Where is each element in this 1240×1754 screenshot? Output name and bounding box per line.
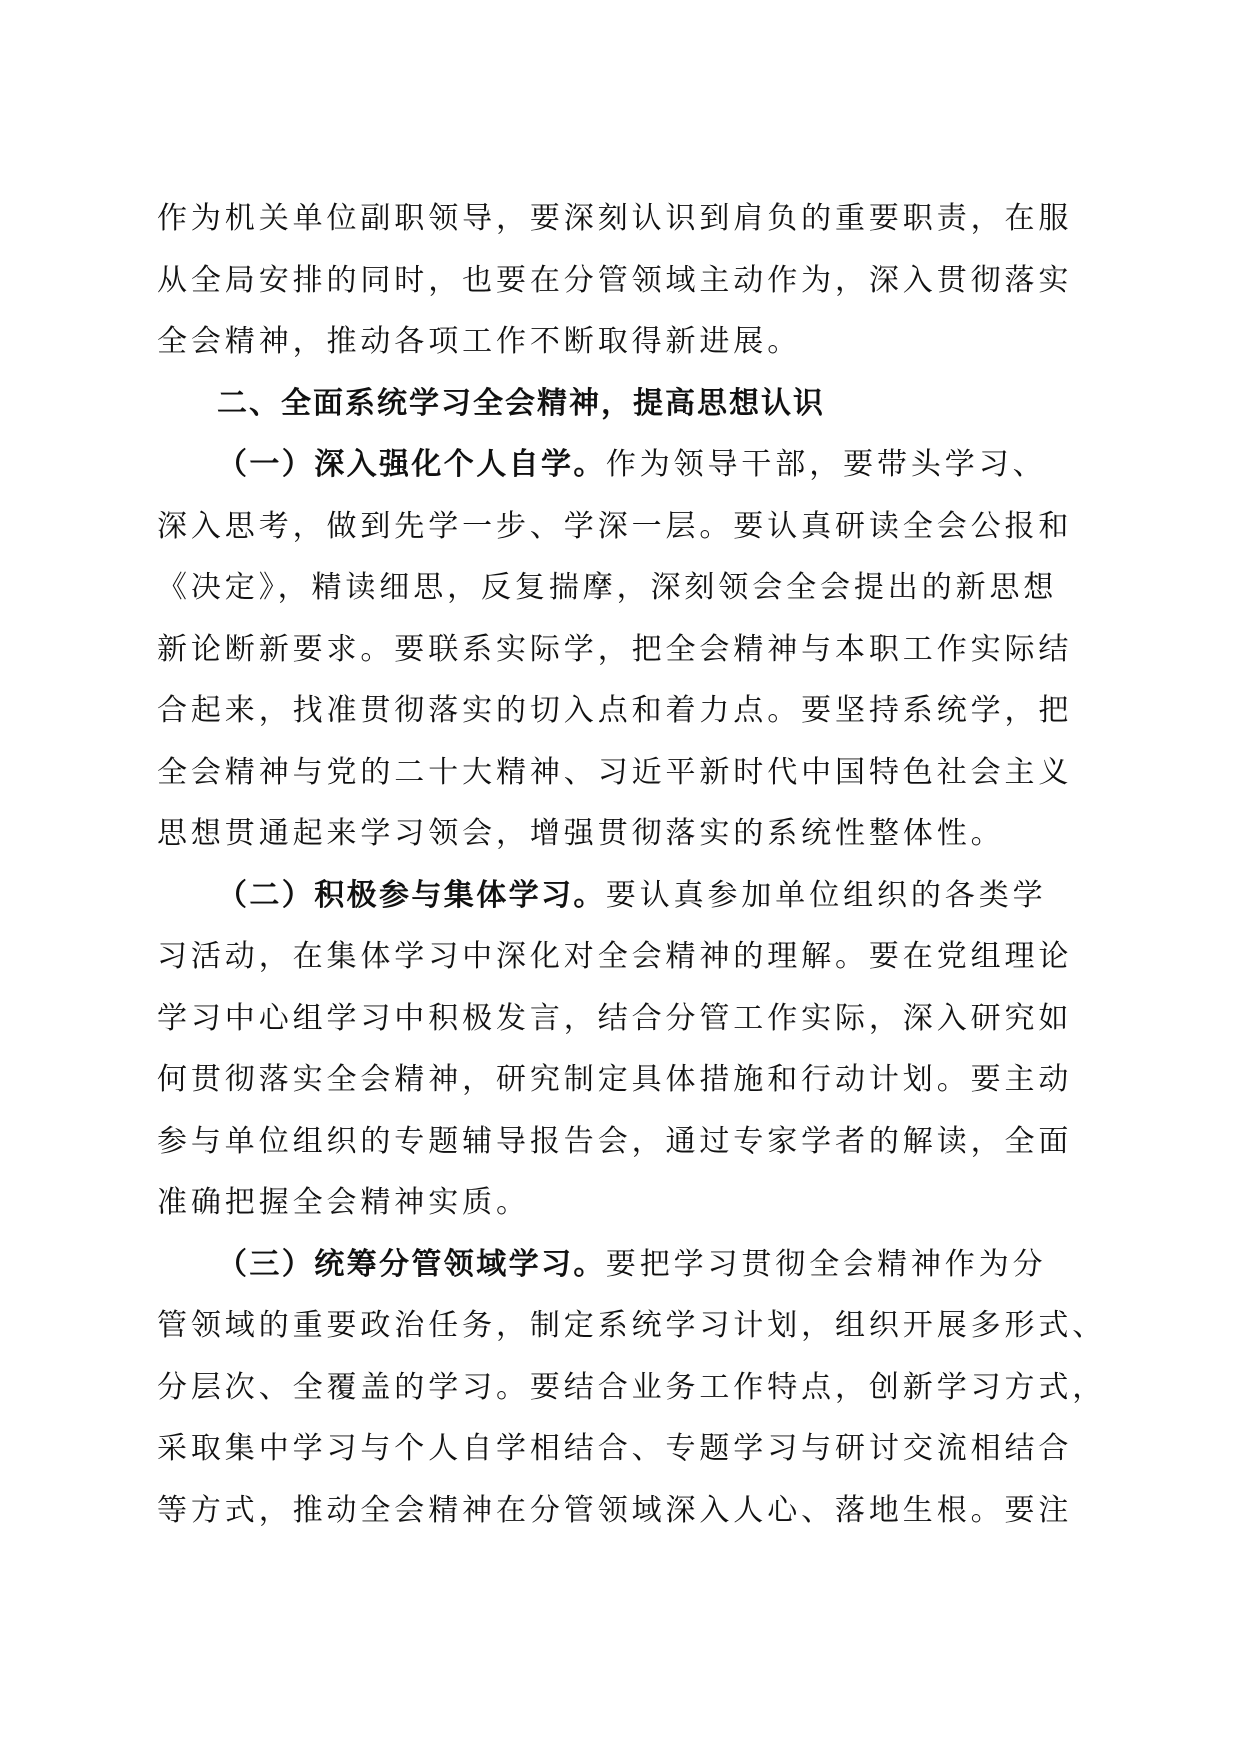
paragraph-text: 作为领导干部，要带头学习、 — [605, 447, 1047, 482]
document-page — [157, 188, 1107, 1541]
paragraph-first-line — [157, 434, 1057, 496]
subsection-2-title: （二）积极参与集体学习。 — [217, 877, 606, 913]
paragraph-line: 合起来，找准贯彻落实的切入点和着力点。要坚持系统学，把 — [157, 693, 1073, 728]
paragraph-line: 管领域的重要政治任务，制定系统学习计划，组织开展多形式、 — [157, 1308, 1107, 1343]
paragraph-line: 思想贯通起来学习领会，增强贯彻落实的系统性整体性。 — [157, 816, 1005, 851]
paragraph-text: 要把学习贯彻全会精神作为分 — [605, 1246, 1047, 1282]
paragraph-line: 从全局安排的同时，也要在分管领域主动作为，深入贯彻落实 — [157, 262, 1073, 298]
subsection-3-paragraph — [157, 1234, 1107, 1542]
paragraph-first-line — [157, 1234, 1057, 1296]
paragraph-line: 学习中心组学习中积极发言，结合分管工作实际，深入研究如 — [157, 1000, 1073, 1036]
paragraph-line: 等方式，推动全会精神在分管领域深入人心、落地生根。要注 — [157, 1492, 1073, 1528]
section-heading: 二、全面系统学习全会精神，提高思想认识 — [217, 385, 825, 421]
intro-paragraph — [157, 188, 1073, 373]
paragraph-line: 深入思考，做到先学一步、学深一层。要认真研读全会公报和 — [157, 508, 1073, 544]
subsection-3-title: （三）统筹分管领域学习。 — [217, 1246, 606, 1282]
paragraph-line: 全会精神，推动各项工作不断取得新进展。 — [157, 324, 802, 359]
subsection-1-title: （一）深入强化个人自学。 — [217, 447, 606, 482]
paragraph-line: 全会精神与党的二十大精神、习近平新时代中国特色社会主义 — [157, 754, 1073, 790]
subsection-2-paragraph — [157, 865, 1073, 1234]
paragraph-line: 作为机关单位副职领导，要深刻认识到肩负的重要职责，在服 — [157, 201, 1073, 236]
paragraph-line: 准确把握全会精神实质。 — [157, 1185, 530, 1220]
paragraph-line: 何贯彻落实全会精神，研究制定具体措施和行动计划。要主动 — [157, 1062, 1073, 1097]
paragraph-line: 习活动，在集体学习中深化对全会精神的理解。要在党组理论 — [157, 939, 1073, 974]
paragraph-text: 要认真参加单位组织的各类学 — [605, 877, 1047, 913]
subsection-1-paragraph — [157, 434, 1073, 865]
paragraph-line: 采取集中学习与个人自学相结合、专题学习与研讨交流相结合 — [157, 1431, 1073, 1466]
paragraph-line: 《决定》，精读细思，反复揣摩，深刻领会全会提出的新思想 — [157, 570, 1058, 605]
paragraph-first-line — [157, 865, 1057, 927]
paragraph-line: 参与单位组织的专题辅导报告会，通过专家学者的解读，全面 — [157, 1123, 1073, 1159]
paragraph-line: 新论断新要求。要联系实际学，把全会精神与本职工作实际结 — [157, 631, 1073, 667]
paragraph-line: 分层次、全覆盖的学习。要结合业务工作特点，创新学习方式， — [157, 1369, 1107, 1405]
